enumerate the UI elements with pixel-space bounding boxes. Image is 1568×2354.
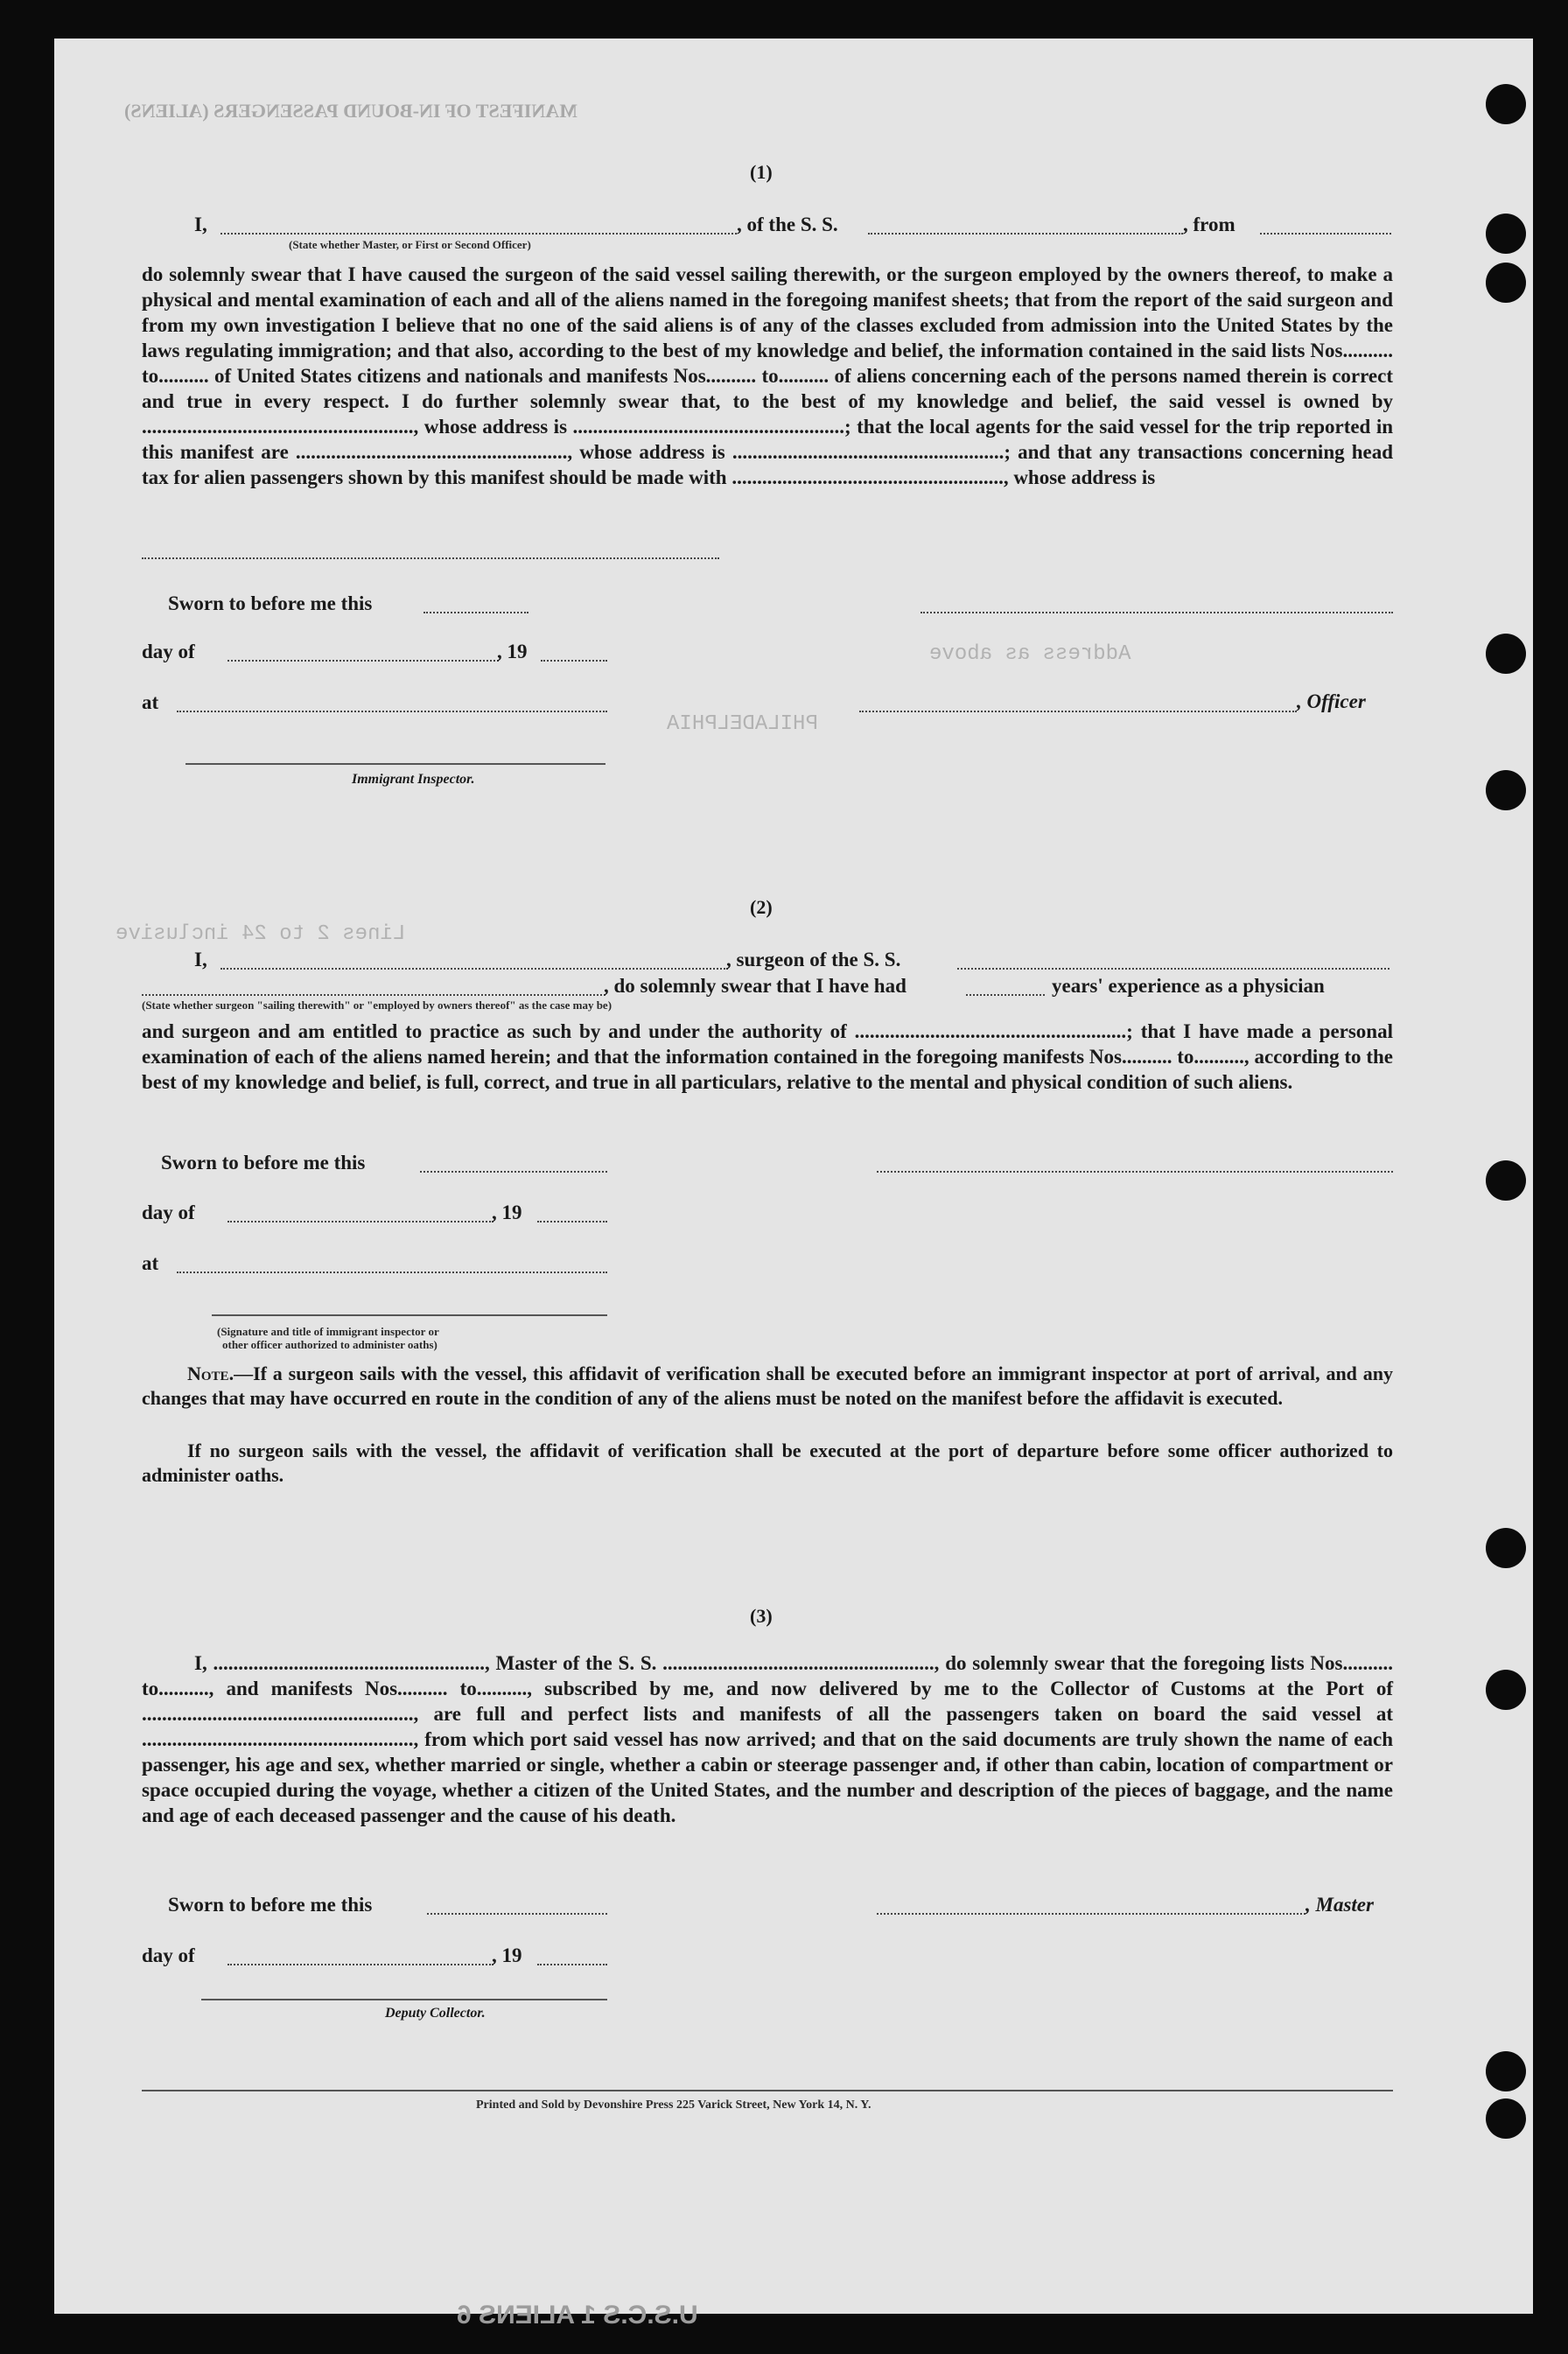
officer-label: , Officer bbox=[1297, 690, 1366, 712]
printer-imprint: Printed and Sold by Devonshire Press 225 Varick Street, New York 14, N. Y. bbox=[476, 2098, 872, 2112]
punch-hole bbox=[1486, 634, 1526, 674]
punch-hole bbox=[1486, 1528, 1526, 1568]
deputy-collector-caption: Deputy Collector. bbox=[385, 2006, 486, 2021]
day-field[interactable] bbox=[228, 1964, 494, 1965]
punch-hole bbox=[1486, 84, 1526, 124]
place-field[interactable] bbox=[177, 1272, 607, 1273]
section-number: (1) bbox=[750, 161, 773, 183]
field-caption: (State whether surgeon "sailing therewith" or "employed by owners thereof" as the case may be) bbox=[142, 998, 612, 1012]
sworn-label: Sworn to before me this bbox=[168, 1894, 373, 1916]
bleed-through-stamp: U.S.C.S 1 ALIENS 6 bbox=[457, 2301, 698, 2329]
footer-rule bbox=[142, 2090, 1393, 2091]
section1-oath-paragraph: do solemnly swear that I have caused the surgeon of the said vessel sailing therewith, or the surgeon employed by the owners thereof, to make a physical and mental examination of each and all of the aliens named in the foregoing manifest sheets; that from the report of the said surgeon and from my own investigation I believe that no one of the said aliens is of any of the classes excluded from admission into the United States by the laws regulating immigration; and that also, according to the best of my knowledge and belief, the information contained in the said lists Nos.......... to.......... of United States citizens and nationals and manifests Nos.......... to.......... of aliens concerning each of the persons named therein is correct and true in every respect. I do further solemnly swear that, to the best of my knowledge and belief, the said vessel is owned by ......................................................, whose address is ......................................................; that the local agents for the said vessel for the trip reported in this manifest are ......................................................, whose address is ......................................................; and that any transactions concerning head tax for alien passengers shown by this manifest should be made with ......................................................, whose address is bbox=[142, 263, 1393, 488]
bleed-through-text: PHILADELPHIA bbox=[667, 712, 818, 736]
section2-oath-paragraph: and surgeon and am entitled to practice as such by and under the authority of ......................................................; that I have made a personal examination of each of the aliens named herein; and that the information contained in the foregoing manifests Nos.......... to.........., according to the best of my knowledge and belief, is full, correct, and true in all particulars, relative to the mental and physical condition of such aliens. bbox=[142, 1020, 1393, 1093]
punch-hole bbox=[1486, 770, 1526, 810]
day-of-label: day of bbox=[142, 1944, 195, 1966]
master-signature-field[interactable] bbox=[877, 1913, 1306, 1915]
ship-name-field-2[interactable] bbox=[957, 968, 1390, 970]
bleed-through-text: Lines 2 to 24 inclusive bbox=[116, 922, 406, 946]
inspector-signature-line bbox=[186, 763, 606, 765]
years-label: years' experience as a physician bbox=[1052, 975, 1325, 997]
inspector-signature-line bbox=[212, 1314, 607, 1316]
surgeon-type-field[interactable] bbox=[142, 994, 606, 996]
years-field[interactable] bbox=[966, 994, 1045, 996]
note-label: Note. bbox=[187, 1363, 234, 1384]
text-i: I, bbox=[194, 949, 207, 970]
do-solemnly-label: , do solemnly swear that I have had bbox=[604, 975, 906, 997]
signature-caption: (Signature and title of immigrant inspector or bbox=[217, 1325, 439, 1338]
ship-name-field[interactable] bbox=[868, 233, 1183, 235]
place-field[interactable] bbox=[177, 711, 607, 712]
day-field[interactable] bbox=[228, 1221, 494, 1223]
punch-hole bbox=[1486, 2098, 1526, 2139]
departure-port-field[interactable] bbox=[1260, 233, 1391, 235]
officer-name-field[interactable] bbox=[220, 233, 737, 235]
note-text: —If a surgeon sails with the vessel, this affidavit of verification shall be executed before an immigrant inspector at port of arrival, and any changes that may have occurred en route in the condition of any of the aliens must be noted on the manifest before the affidavit is executed. bbox=[142, 1363, 1393, 1409]
punch-hole bbox=[1486, 1160, 1526, 1201]
day-of-label: day of bbox=[142, 641, 195, 662]
sworn-date-field[interactable] bbox=[420, 1171, 607, 1173]
punch-hole bbox=[1486, 263, 1526, 303]
year-field[interactable] bbox=[537, 1221, 607, 1223]
note-paragraph bbox=[142, 1362, 1393, 1411]
sworn-date-field[interactable] bbox=[427, 1913, 607, 1915]
master-label: , Master bbox=[1306, 1894, 1374, 1916]
manifest-back-page bbox=[54, 39, 1533, 2329]
signature-caption: other officer authorized to administer oaths) bbox=[222, 1338, 438, 1351]
collector-signature-line bbox=[201, 1999, 607, 2000]
punch-hole bbox=[1486, 1670, 1526, 1710]
bleed-through-text: Address as above bbox=[929, 642, 1131, 666]
section3-oath-paragraph: I, ......................................................, Master of the S. S. ......................................................, do solemnly swear that the foregoing lists Nos.......... to.........., and manifests Nos.......... to.........., subscribed by me, and now delivered by me to the Collector of Customs at the Port of ......................................................, are full and perfect lists and manifests of all the passengers taken on board the said vessel at ......................................................, from which port said vessel has now arrived; and that on the said documents are truly shown the name of each passenger, his age and sex, whether married or single, whether a cabin or steerage passenger and, if other than cabin, location of compartment or space occupied during the voyage, whether a citizen of the United States, and the number and description of the pieces of baggage, and the name and age of each deceased passenger and the cause of his death. bbox=[142, 1652, 1393, 1826]
officer-signature-field[interactable] bbox=[920, 612, 1393, 613]
surgeon-of-label: , surgeon of the S. S. bbox=[726, 949, 901, 970]
at-label: at bbox=[142, 691, 159, 713]
year-label: , 19 bbox=[492, 1202, 522, 1223]
punch-hole bbox=[1486, 2051, 1526, 2091]
section-number: (3) bbox=[750, 1605, 773, 1627]
punch-hole bbox=[1486, 214, 1526, 254]
year-label: , 19 bbox=[492, 1944, 522, 1966]
text-of-ss: , of the S. S. bbox=[737, 214, 838, 235]
day-of-label: day of bbox=[142, 1202, 195, 1223]
day-field[interactable] bbox=[228, 660, 499, 662]
sworn-label: Sworn to before me this bbox=[161, 1152, 366, 1173]
year-field[interactable] bbox=[537, 1964, 607, 1965]
text-i: I, bbox=[194, 214, 207, 235]
year-label: , 19 bbox=[497, 641, 528, 662]
sworn-label: Sworn to before me this bbox=[168, 592, 373, 614]
ghost-header-title: MANIFEST OF IN-BOUND PASSENGERS (ALIENS) bbox=[124, 100, 578, 122]
officer-title-field[interactable] bbox=[859, 711, 1297, 712]
field-caption: (State whether Master, or First or Second Officer) bbox=[289, 238, 531, 251]
inspector-caption: Immigrant Inspector. bbox=[352, 772, 475, 787]
text-from: , from bbox=[1183, 214, 1236, 235]
agent-address-line[interactable] bbox=[142, 557, 719, 559]
sworn-date-field[interactable] bbox=[424, 612, 528, 613]
year-field[interactable] bbox=[541, 660, 607, 662]
at-label: at bbox=[142, 1252, 159, 1274]
surgeon-signature-field[interactable] bbox=[877, 1171, 1393, 1173]
note-paragraph-2: If no surgeon sails with the vessel, the affidavit of verification shall be executed at the port of departure before some officer authorized to administer oaths. bbox=[142, 1440, 1393, 1486]
surgeon-name-field[interactable] bbox=[220, 968, 728, 970]
section-number: (2) bbox=[750, 896, 773, 918]
